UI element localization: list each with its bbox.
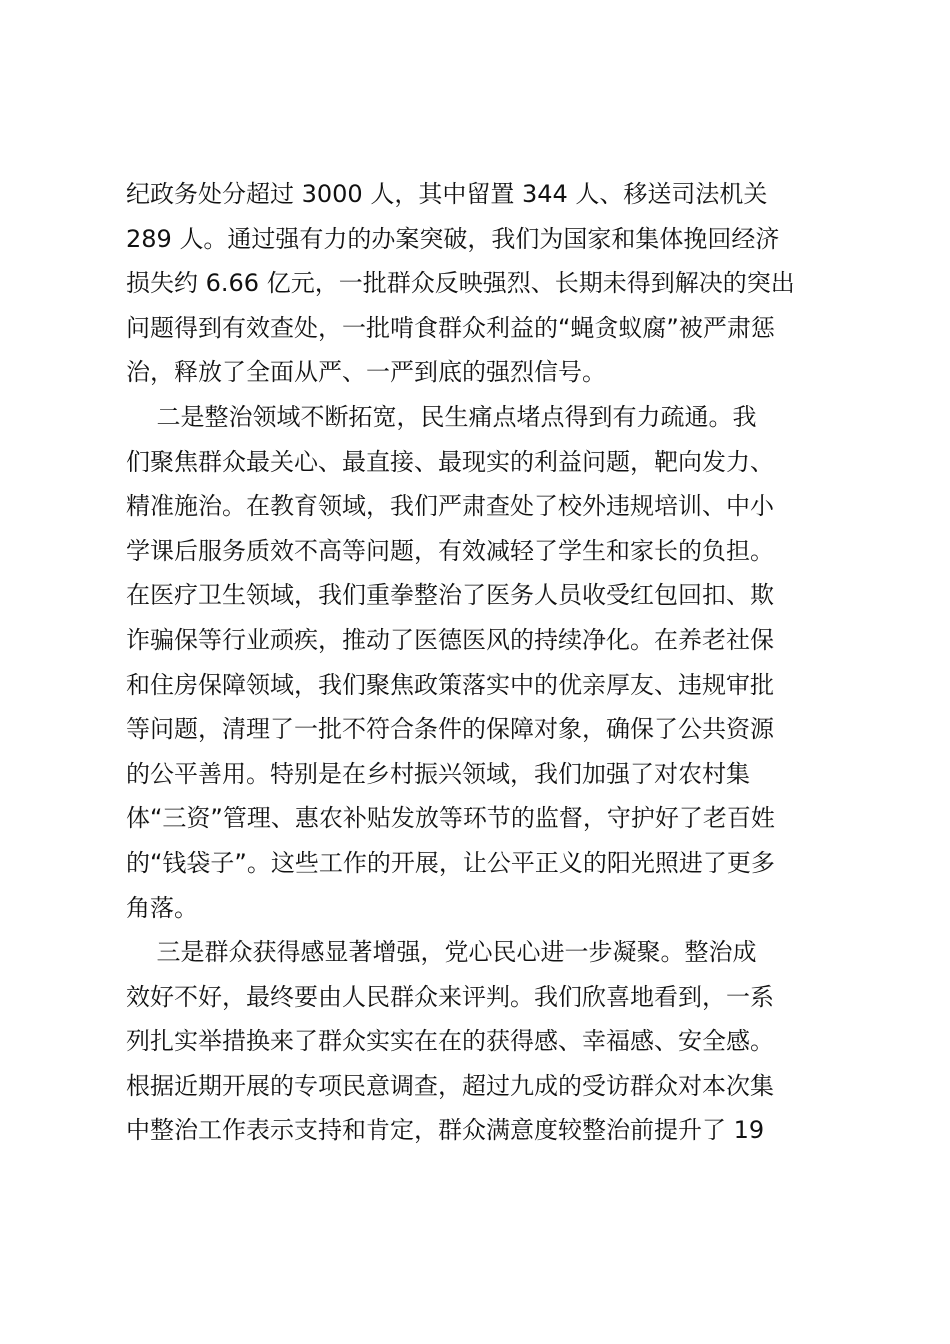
text-line: 的“钱袋子”。这些工作的开展，让公平正义的阳光照进了更多: [126, 848, 775, 877]
document-body: [126, 172, 826, 1153]
text-line: 诈骗保等行业顽疾，推动了医德医风的持续净化。在养老社保: [126, 625, 774, 654]
paragraph-1: [126, 172, 826, 395]
text-line: 角落。: [126, 893, 198, 922]
paragraph-3: [126, 930, 826, 1153]
text-line: 三是群众获得感显著增强，党心民心进一步凝聚。整治成: [126, 938, 757, 967]
text-line: 们聚焦群众最关心、最直接、最现实的利益问题，靶向发力、: [126, 447, 774, 476]
text-line: 和住房保障领域，我们聚焦政策落实中的优亲厚友、违规审批: [126, 670, 774, 699]
text-line: 二是整治领域不断拓宽，民生痛点堵点得到有力疏通。我: [126, 402, 757, 431]
text-line: 的公平善用。特别是在乡村振兴领域，我们加强了对农村集: [126, 759, 750, 788]
text-line: 中整治工作表示支持和肯定，群众满意度较整治前提升了 19: [126, 1116, 765, 1145]
text-line: 体“三资”管理、惠农补贴发放等环节的监督，守护好了老百姓: [126, 804, 775, 833]
text-line: 在医疗卫生领域，我们重拳整治了医务人员收受红包回扣、欺: [126, 581, 774, 610]
text-line: 列扎实举措换来了群众实实在在的获得感、幸福感、安全感。: [126, 1027, 774, 1056]
text-line: 治，释放了全面从严、一严到底的强烈信号。: [126, 358, 606, 387]
text-line: 问题得到有效查处，一批啃食群众利益的“蝇贪蚁腐”被严肃惩: [126, 313, 775, 342]
text-line: 根据近期开展的专项民意调查，超过九成的受访群众对本次集: [126, 1071, 774, 1100]
text-line: 等问题，清理了一批不符合条件的保障对象，确保了公共资源: [126, 715, 774, 744]
text-line: 效好不好，最终要由人民群众来评判。我们欣喜地看到，一系: [126, 982, 774, 1011]
text-line: 学课后服务质效不高等问题，有效减轻了学生和家长的负担。: [126, 536, 774, 565]
text-line: 精准施治。在教育领域，我们严肃查处了校外违规培训、中小: [126, 492, 774, 521]
text-line: 纪政务处分超过 3000 人，其中留置 344 人、移送司法机关: [126, 180, 768, 208]
paragraph-2: [126, 395, 826, 930]
text-line: 损失约 6.66 亿元，一批群众反映强烈、长期未得到解决的突出: [126, 269, 795, 298]
text-line: 289 人。通过强有力的办案突破，我们为国家和集体挽回经济: [126, 224, 780, 253]
